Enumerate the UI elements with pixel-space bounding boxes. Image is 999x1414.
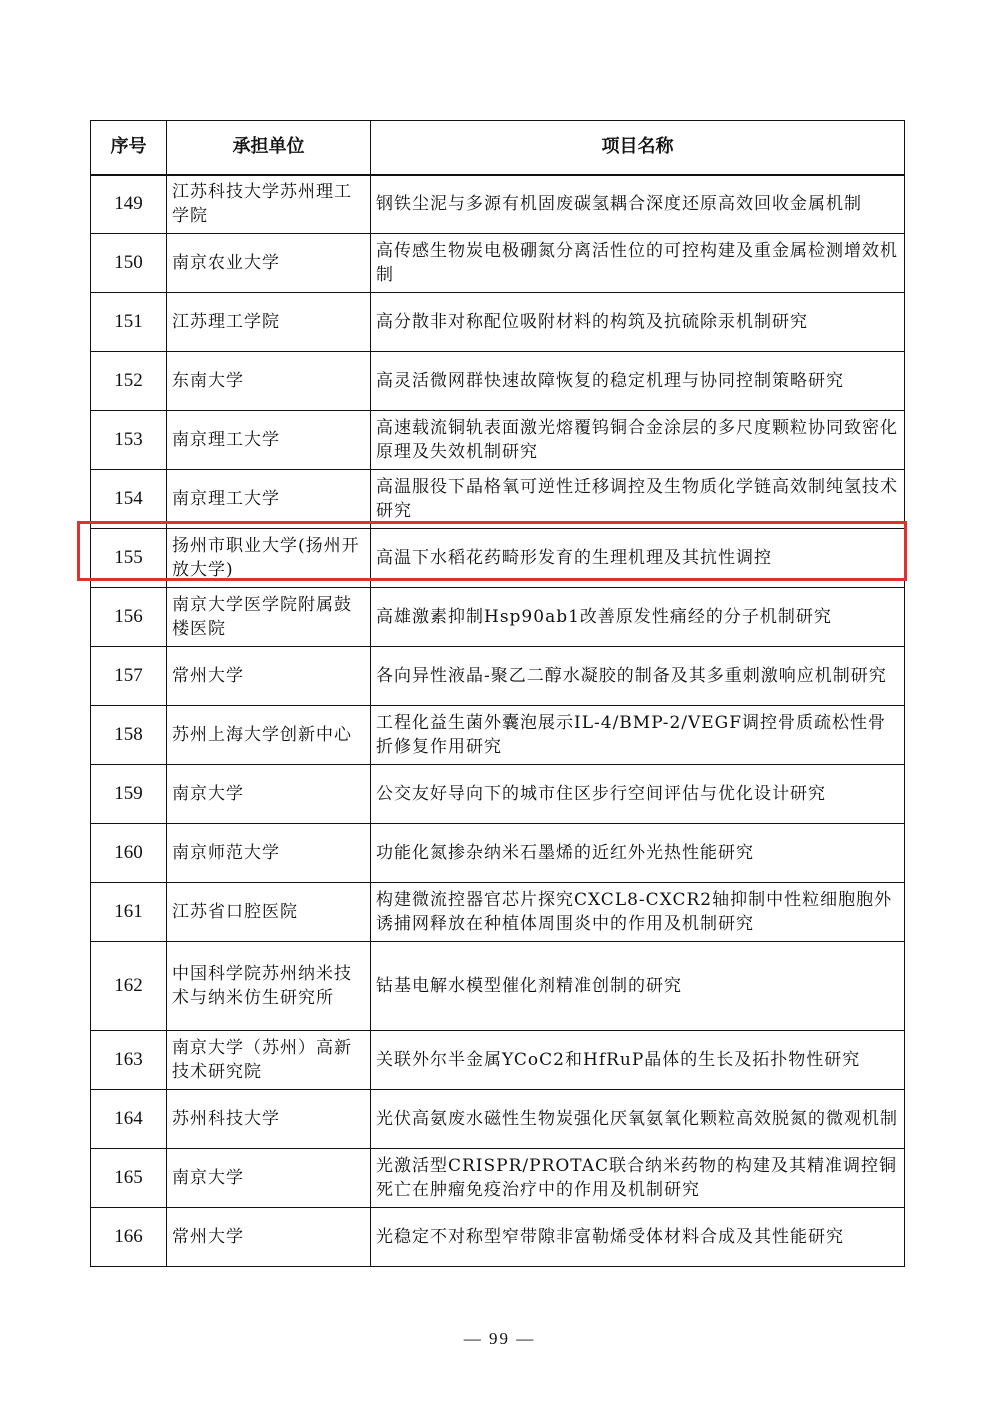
row-project-name: 钢铁尘泥与多源有机固废碳氢耦合深度还原高效回收金属机制 xyxy=(371,175,905,234)
header-undertaking-unit: 承担单位 xyxy=(167,121,371,175)
row-serial-number: 165 xyxy=(91,1149,167,1208)
row-project-name: 各向异性液晶-聚乙二醇水凝胶的制备及其多重刺激响应机制研究 xyxy=(371,647,905,706)
row-project-name: 高雄激素抑制Hsp90ab1改善原发性痛经的分子机制研究 xyxy=(371,588,905,647)
row-unit: 中国科学院苏州纳米技术与纳米仿生研究所 xyxy=(167,942,371,1031)
row-serial-number: 166 xyxy=(91,1208,167,1267)
row-project-name: 关联外尔半金属YCoC2和HfRuP晶体的生长及拓扑物性研究 xyxy=(371,1031,905,1090)
table-row xyxy=(91,942,905,1031)
table-row xyxy=(91,175,905,234)
header-serial-number: 序号 xyxy=(91,121,167,175)
row-serial-number: 158 xyxy=(91,706,167,765)
row-unit: 常州大学 xyxy=(167,647,371,706)
row-project-name: 公交友好导向下的城市住区步行空间评估与优化设计研究 xyxy=(371,765,905,824)
table-row xyxy=(91,411,905,470)
table-row xyxy=(91,352,905,411)
row-serial-number: 154 xyxy=(91,470,167,529)
table-row xyxy=(91,647,905,706)
row-unit: 常州大学 xyxy=(167,1208,371,1267)
row-project-name: 高灵活微网群快速故障恢复的稳定机理与协同控制策略研究 xyxy=(371,352,905,411)
row-serial-number: 149 xyxy=(91,175,167,234)
row-unit: 江苏科技大学苏州理工学院 xyxy=(167,175,371,234)
row-unit: 苏州上海大学创新中心 xyxy=(167,706,371,765)
row-unit: 苏州科技大学 xyxy=(167,1090,371,1149)
table-row xyxy=(91,1090,905,1149)
row-unit: 南京大学 xyxy=(167,1149,371,1208)
row-project-name: 高分散非对称配位吸附材料的构筑及抗硫除汞机制研究 xyxy=(371,293,905,352)
row-unit: 扬州市职业大学(扬州开放大学) xyxy=(167,529,371,588)
table-row xyxy=(91,824,905,883)
row-serial-number: 157 xyxy=(91,647,167,706)
row-unit: 南京大学（苏州）高新技术研究院 xyxy=(167,1031,371,1090)
row-unit: 南京理工大学 xyxy=(167,411,371,470)
row-project-name: 高传感生物炭电极硼氮分离活性位的可控构建及重金属检测增效机制 xyxy=(371,234,905,293)
row-serial-number: 164 xyxy=(91,1090,167,1149)
row-project-name: 高温下水稻花药畸形发育的生理机理及其抗性调控 xyxy=(371,529,905,588)
row-unit: 南京师范大学 xyxy=(167,824,371,883)
table-row xyxy=(91,1208,905,1267)
table-row xyxy=(91,1149,905,1208)
header-project-name: 项目名称 xyxy=(371,121,905,175)
row-project-name: 钴基电解水模型催化剂精准创制的研究 xyxy=(371,942,905,1031)
row-unit: 东南大学 xyxy=(167,352,371,411)
row-serial-number: 163 xyxy=(91,1031,167,1090)
row-serial-number: 153 xyxy=(91,411,167,470)
row-serial-number: 152 xyxy=(91,352,167,411)
row-serial-number: 161 xyxy=(91,883,167,942)
row-project-name: 高温服役下晶格氧可逆性迁移调控及生物质化学链高效制纯氢技术研究 xyxy=(371,470,905,529)
project-table xyxy=(90,120,905,1267)
row-unit: 南京理工大学 xyxy=(167,470,371,529)
row-serial-number: 159 xyxy=(91,765,167,824)
table-row xyxy=(91,588,905,647)
row-project-name: 光稳定不对称型窄带隙非富勒烯受体材料合成及其性能研究 xyxy=(371,1208,905,1267)
table-row xyxy=(91,765,905,824)
table-row xyxy=(91,883,905,942)
row-serial-number: 156 xyxy=(91,588,167,647)
table-row xyxy=(91,293,905,352)
row-serial-number: 162 xyxy=(91,942,167,1031)
row-serial-number: 160 xyxy=(91,824,167,883)
row-unit: 南京农业大学 xyxy=(167,234,371,293)
table-row xyxy=(91,234,905,293)
row-unit: 南京大学医学院附属鼓楼医院 xyxy=(167,588,371,647)
row-project-name: 高速载流铜轨表面激光熔覆钨铜合金涂层的多尺度颗粒协同致密化原理及失效机制研究 xyxy=(371,411,905,470)
row-serial-number: 150 xyxy=(91,234,167,293)
row-unit: 江苏省口腔医院 xyxy=(167,883,371,942)
table-row xyxy=(91,706,905,765)
table-row xyxy=(91,470,905,529)
row-project-name: 构建微流控器官芯片探究CXCL8-CXCR2轴抑制中性粒细胞胞外诱捕网释放在种植体周围炎中的作用及机制研究 xyxy=(371,883,905,942)
row-unit: 南京大学 xyxy=(167,765,371,824)
table-row-highlighted xyxy=(91,529,905,588)
row-project-name: 功能化氮掺杂纳米石墨烯的近红外光热性能研究 xyxy=(371,824,905,883)
row-project-name: 光激活型CRISPR/PROTAC联合纳米药物的构建及其精准调控铜死亡在肿瘤免疫治疗中的作用及机制研究 xyxy=(371,1149,905,1208)
page-number: — 99 — xyxy=(463,1329,536,1348)
table-header-row xyxy=(91,121,905,175)
row-serial-number: 155 xyxy=(91,529,167,588)
row-project-name: 光伏高氨废水磁性生物炭强化厌氧氨氧化颗粒高效脱氮的微观机制 xyxy=(371,1090,905,1149)
table-row xyxy=(91,1031,905,1090)
row-unit: 江苏理工学院 xyxy=(167,293,371,352)
row-serial-number: 151 xyxy=(91,293,167,352)
row-project-name: 工程化益生菌外囊泡展示IL-4/BMP-2/VEGF调控骨质疏松性骨折修复作用研究 xyxy=(371,706,905,765)
